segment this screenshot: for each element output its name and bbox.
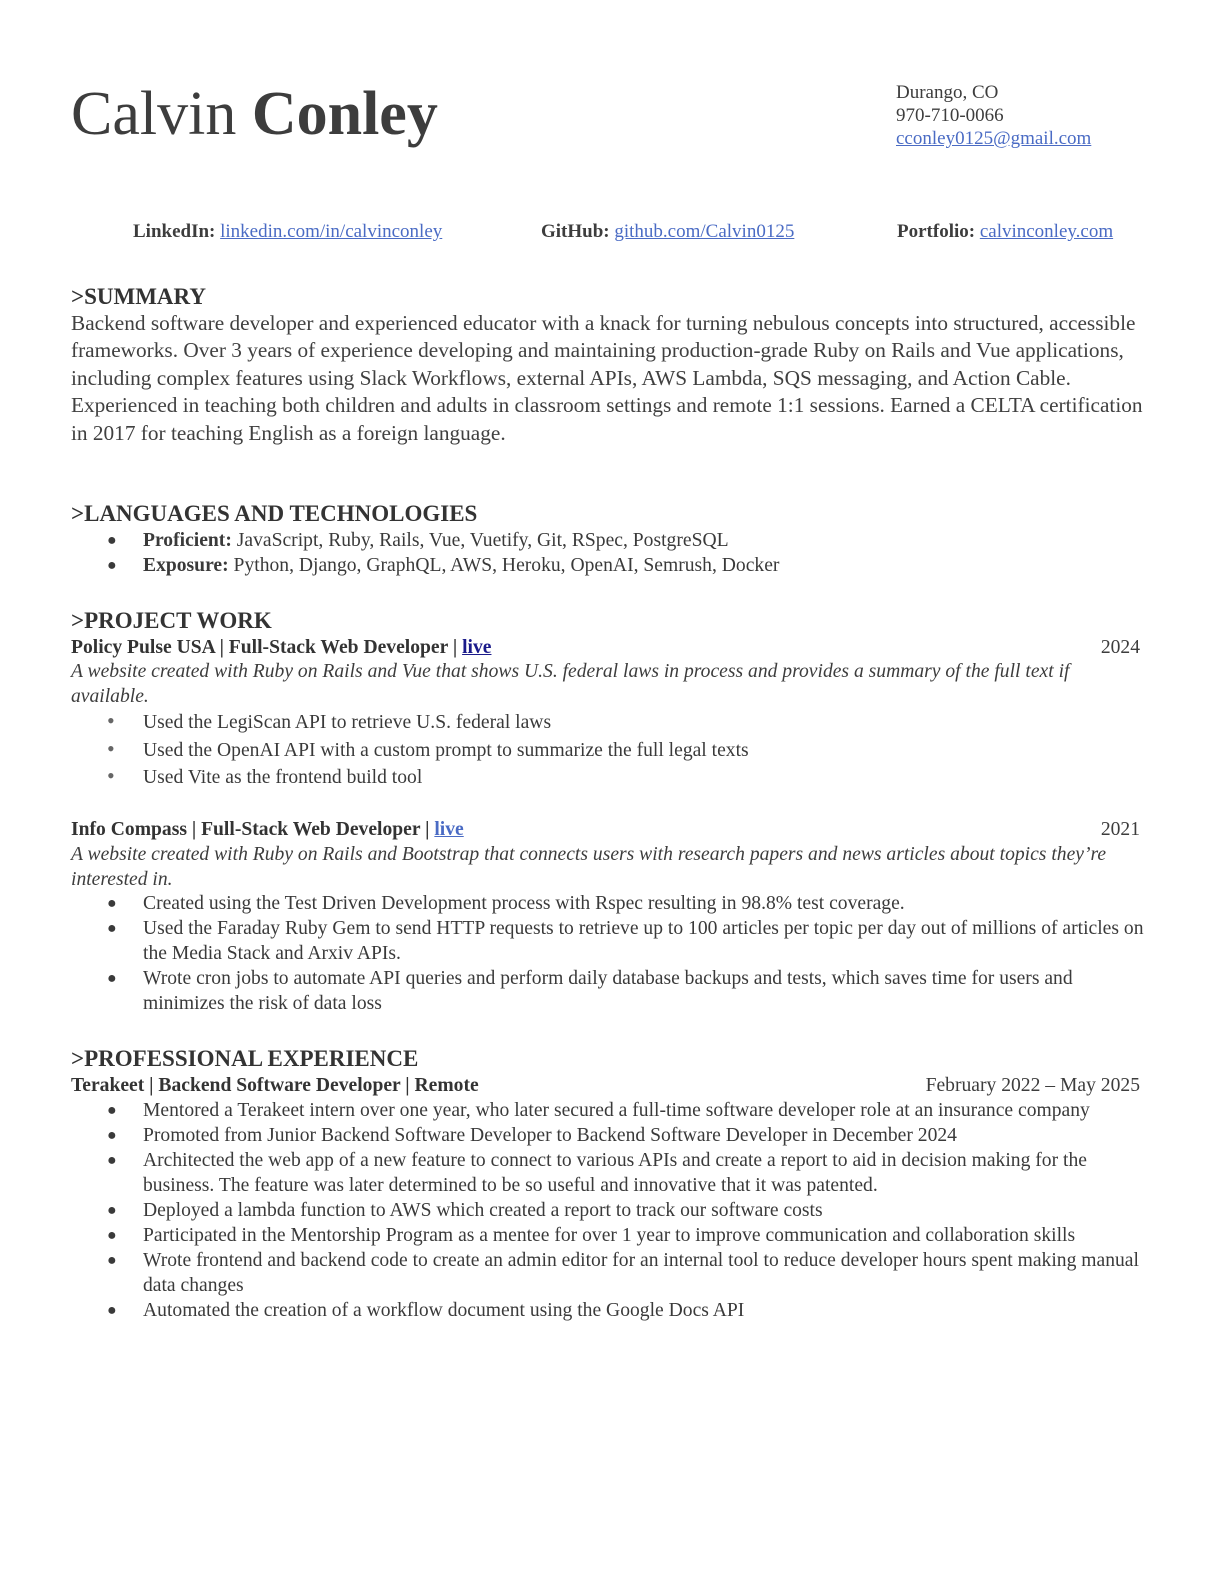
bullet-text: Wrote cron jobs to automate API queries and perform daily database backups and tests, which saves time for users and minimizes the risk of data loss xyxy=(143,968,1073,1014)
bullet-text: Created using the Test Driven Development process with Rspec resulting in 98.8% test coverage. xyxy=(143,893,905,914)
phone: 970-710-0066 xyxy=(896,105,1004,126)
github-label: GitHub: xyxy=(541,221,610,242)
experience-heading: >PROFESSIONAL EXPERIENCE xyxy=(71,1046,419,1071)
bullet-text: Participated in the Mentorship Program as a mentee for over 1 year to improve communication and collaboration skills xyxy=(143,1225,1076,1246)
skills-list xyxy=(71,528,1146,578)
list-item xyxy=(71,553,1146,578)
projects-heading: >PROJECT WORK xyxy=(71,608,272,633)
project-live-link[interactable]: live xyxy=(462,637,492,658)
skills-heading: >LANGUAGES AND TECHNOLOGIES xyxy=(71,501,478,526)
location: Durango, CO xyxy=(896,82,999,103)
project-title-text: Info Compass | Full-Stack Web Developer | xyxy=(71,819,435,840)
bullet-icon: ● xyxy=(107,895,117,912)
portfolio-entry xyxy=(897,220,1113,244)
bullet-icon: ● xyxy=(107,1202,117,1219)
bullet-text: Architected the web app of a new feature to connect to various APIs and create a report to aid in decision making for the business. The feature was later determined to be so useful and innovative that it was patented. xyxy=(143,1150,1087,1196)
summary-text: Backend software developer and experienced educator with a knack for turning nebulous concepts into structured, accessible frameworks. Over 3 years of experience developing and maintaining production-grade Ruby on Rails and Vue applications, including complex features using Slack Workflows, external APIs, AWS Lambda, SQS messaging, and Action Cable. Experienced in teaching both children and adults in classroom settings and remote 1:1 sessions. Earned a CELTA certification in 2017 for teaching English as a foreign language. xyxy=(71,311,1143,445)
project-title xyxy=(71,635,1140,660)
project-title xyxy=(71,817,1140,842)
skill-value: Python, Django, GraphQL, AWS, Heroku, OpenAI, Semrush, Docker xyxy=(228,555,780,576)
linkedin-entry xyxy=(133,220,442,244)
project-bullets xyxy=(71,891,1146,1016)
list-item xyxy=(71,966,1146,1016)
linkedin-label: LinkedIn: xyxy=(133,221,216,242)
skill-label: Proficient: xyxy=(143,530,232,551)
bullet-text: Mentored a Terakeet intern over one year, who later secured a full-time software developer role at an insurance company xyxy=(143,1100,1090,1121)
job-title xyxy=(71,1073,1140,1098)
list-item xyxy=(71,1148,1146,1198)
list-item xyxy=(71,709,1146,737)
bullet-text: Automated the creation of a workflow document using the Google Docs API xyxy=(143,1300,745,1321)
summary-heading: >SUMMARY xyxy=(71,284,206,309)
list-item xyxy=(71,916,1146,966)
bullet-icon: ● xyxy=(107,1152,117,1169)
bullet-icon: ● xyxy=(107,557,117,574)
job-title-text: Terakeet | Backend Software Developer | Remote xyxy=(71,1075,479,1096)
list-item xyxy=(71,1123,1146,1148)
list-item xyxy=(71,1198,1146,1223)
email-link[interactable]: cconley0125@gmail.com xyxy=(896,128,1092,149)
skill-value: JavaScript, Ruby, Rails, Vue, Vuetify, Git, RSpec, PostgreSQL xyxy=(231,530,729,551)
bullet-text: Wrote frontend and backend code to create an admin editor for an internal tool to reduce developer hours spent making manual data changes xyxy=(143,1250,1139,1296)
list-item xyxy=(71,1098,1146,1123)
job-date: February 2022 – May 2025 xyxy=(925,1075,1140,1096)
bullet-text: Used the Faraday Ruby Gem to send HTTP requests to retrieve up to 100 articles per topic per day out of millions of articles on the Media Stack and Arxiv APIs. xyxy=(143,918,1144,964)
list-item xyxy=(71,891,1146,916)
portfolio-label: Portfolio: xyxy=(897,221,976,242)
github-link[interactable]: github.com/Calvin0125 xyxy=(614,221,795,242)
project-date: 2021 xyxy=(1100,819,1140,840)
project-live-link[interactable]: live xyxy=(434,819,464,840)
list-item xyxy=(71,1298,1146,1323)
bullet-icon: • xyxy=(107,708,115,733)
bullet-icon: ● xyxy=(107,1227,117,1244)
contact-block xyxy=(896,81,1091,150)
list-item xyxy=(71,737,1146,765)
candidate-name xyxy=(71,78,438,150)
bullet-icon: ● xyxy=(107,970,117,987)
project-date: 2024 xyxy=(1100,637,1140,658)
bullet-icon: ● xyxy=(107,1127,117,1144)
list-item xyxy=(71,528,1146,553)
bullet-icon: ● xyxy=(107,532,117,549)
skill-label: Exposure: xyxy=(143,555,229,576)
bullet-icon: • xyxy=(107,735,115,761)
bullet-text: Used the LegiScan API to retrieve U.S. federal laws xyxy=(143,712,552,733)
project-bullets xyxy=(71,709,1146,792)
bullet-icon: ● xyxy=(107,1302,117,1319)
last-name: Conley xyxy=(251,80,438,148)
list-item xyxy=(71,764,1146,792)
project-description: A website created with Ruby on Rails and Bootstrap that connects users with research papers and news articles about topics they’re interested in. xyxy=(71,844,1107,890)
portfolio-link[interactable]: calvinconley.com xyxy=(979,221,1114,242)
project-title-text: Policy Pulse USA | Full-Stack Web Developer | xyxy=(71,637,463,658)
bullet-text: Used the OpenAI API with a custom prompt to summarize the full legal texts xyxy=(143,739,749,761)
project-description: A website created with Ruby on Rails and Vue that shows U.S. federal laws in process and provides a summary of the full text if available. xyxy=(71,661,1070,707)
bullet-icon: ● xyxy=(107,1252,117,1269)
list-item xyxy=(71,1248,1146,1298)
bullet-text: Deployed a lambda function to AWS which created a report to track our software costs xyxy=(143,1200,823,1221)
bullet-text: Promoted from Junior Backend Software Developer to Backend Software Developer in December 2024 xyxy=(143,1125,957,1146)
bullet-icon: ● xyxy=(107,920,117,937)
job-bullets xyxy=(71,1098,1146,1323)
bullet-icon: • xyxy=(107,763,115,788)
bullet-text: Used Vite as the frontend build tool xyxy=(143,767,423,788)
bullet-icon: ● xyxy=(107,1102,117,1119)
linkedin-link[interactable]: linkedin.com/in/calvinconley xyxy=(220,221,443,242)
first-name: Calvin xyxy=(71,80,237,148)
list-item xyxy=(71,1223,1146,1248)
github-entry xyxy=(541,220,794,244)
